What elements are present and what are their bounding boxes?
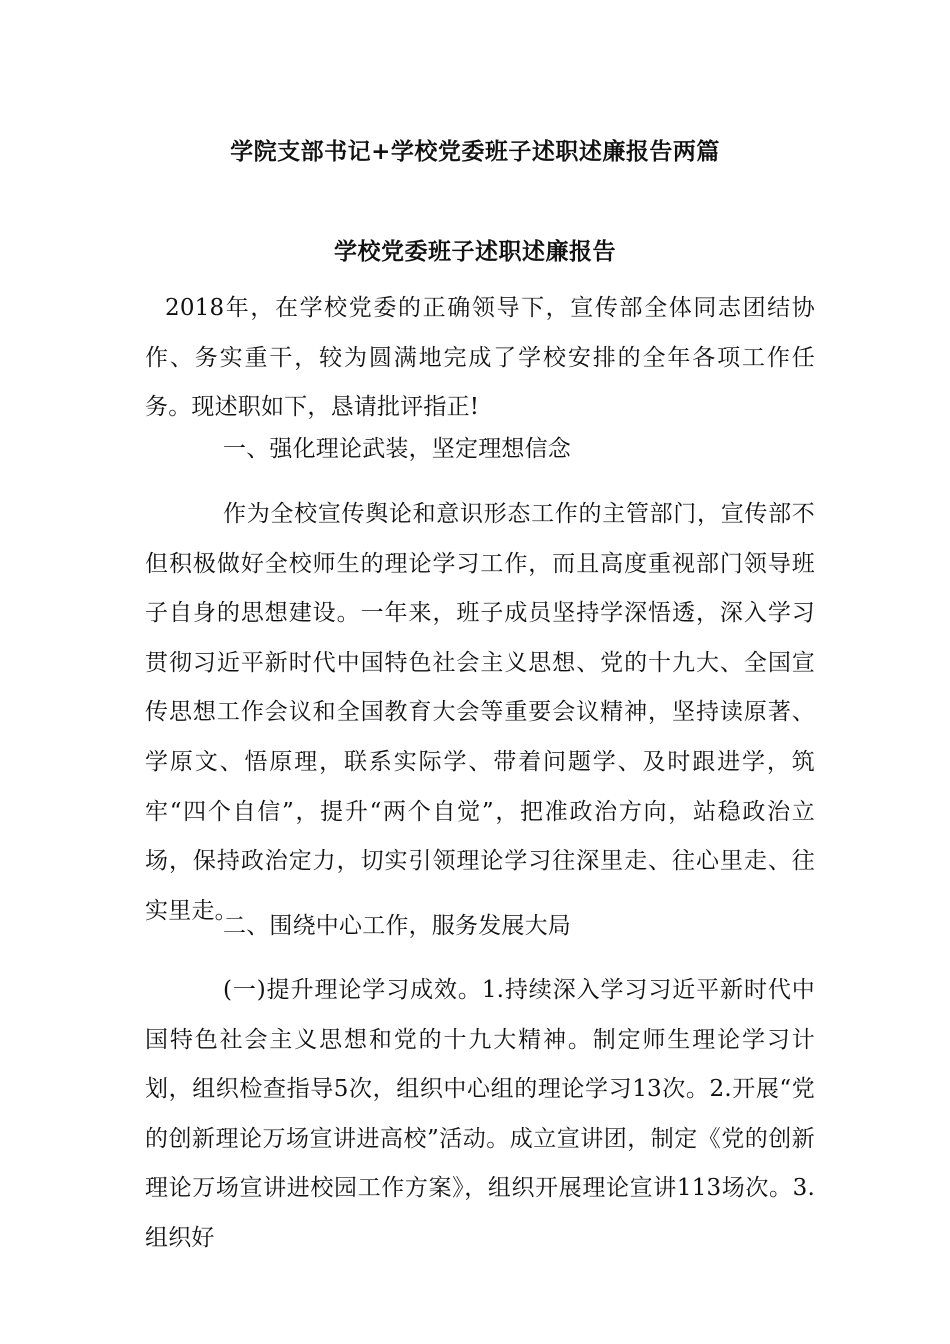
intro-paragraph: 2018年，在学校党委的正确领导下，宣传部全体同志团结协作、务实重干，较为圆满地完成了学校安排的全年各项工作任务。现述职如下，恳请批评指正! (145, 295, 815, 421)
section-heading-1: 一、强化理论武装，坚定理想信念 (223, 436, 571, 462)
document-title: 学院支部书记+学校党委班子述职述廉报告两篇 (230, 138, 720, 165)
section-heading-2: 二、围绕中心工作，服务发展大局 (223, 913, 571, 939)
report-title: 学校党委班子述职述廉报告 (334, 238, 616, 265)
section-paragraph-1: 作为全校宣传舆论和意识形态工作的主管部门，宣传部不但积极做好全校师生的理论学习工作，而且高度重视部门领导班子自身的思想建设。一年来，班子成员坚持学深悟透，深入学习贯彻习近平新时代中国特色社会主义思想、党的十九大、全国宣传思想工作会议和全国教育大会等重要会议精神，坚持读原著、学原文、悟原理，联系实际学、带着问题学、及时跟进学，筑牢“四个自信”，提升“两个自觉”，把准政治方向，站稳政治立场，保持政治定力，切实引领理论学习往深里走、往心里走、往实里走。 (145, 501, 815, 924)
section-paragraph-2: (一)提升理论学习成效。1.持续深入学习习近平新时代中国特色社会主义思想和党的十九大精神。制定师生理论学习计划，组织检查指导5次，组织中心组的理论学习13次。2.开展“党的创新理论万场宣讲进高校”活动。成立宣讲团，制定《党的创新理论万场宣讲进校园工作方案》，组织开展理论宣讲113场次。3.组织好 (145, 977, 815, 1251)
